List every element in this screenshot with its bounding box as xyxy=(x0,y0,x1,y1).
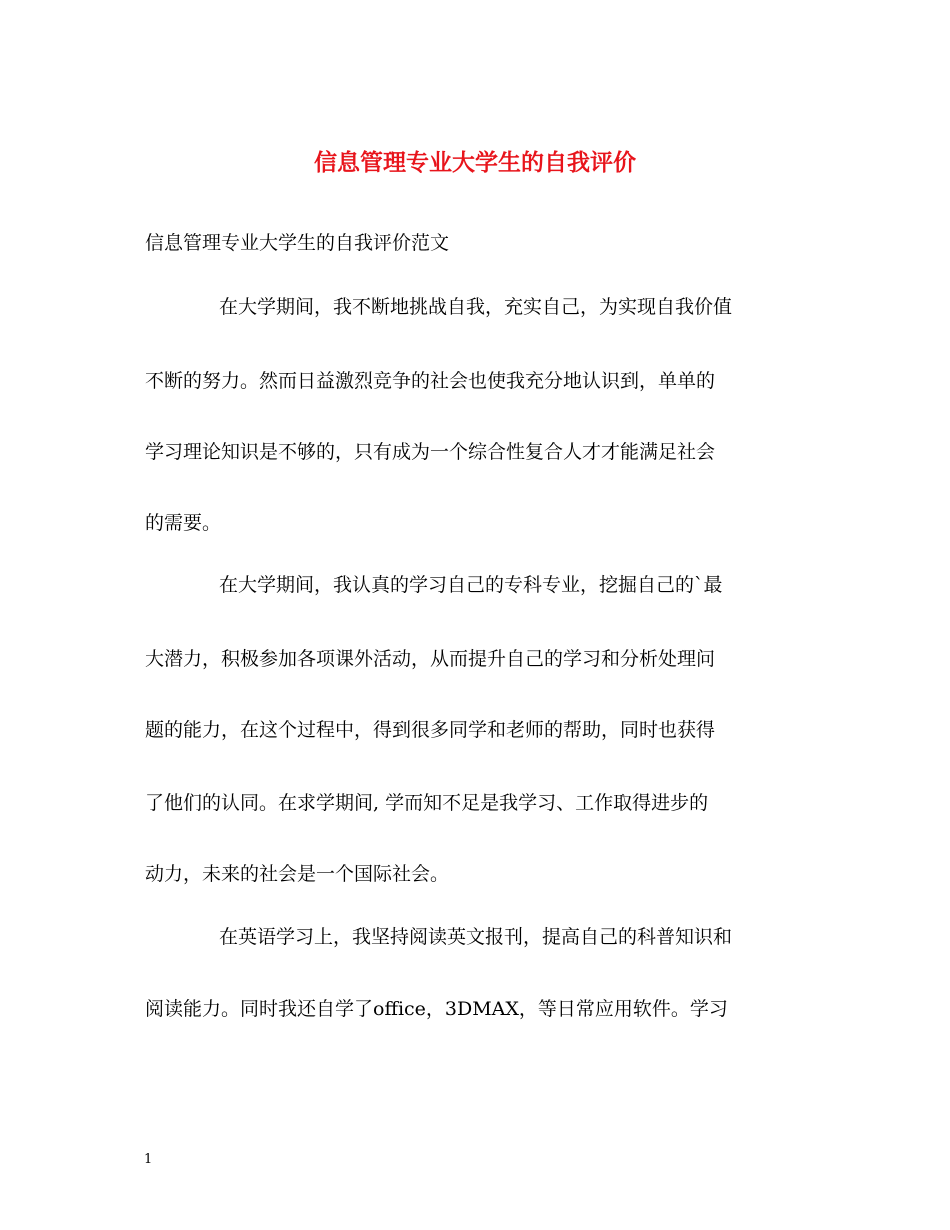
paragraph-3-line-1: 在英语学习上，我坚持阅读英文报刊，提高自己的科普知识和 xyxy=(219,926,733,948)
paragraph-3-line-2: 阅读能力。同时我还自学了office，3DMAX，等日常应用软件。学习 xyxy=(145,998,728,1020)
paragraph-2-line-5: 动力，未来的社会是一个国际社会。 xyxy=(145,863,450,885)
document-subtitle: 信息管理专业大学生的自我评价范文 xyxy=(145,232,450,254)
paragraph-1-line-2: 不断的努力。然而日益激烈竞争的社会也使我充分地认识到，单单的 xyxy=(145,370,716,392)
page-number: 1 xyxy=(144,1152,153,1167)
paragraph-1-line-1: 在大学期间，我不断地挑战自我，充实自己，为实现自我价值 xyxy=(219,296,733,318)
paragraph-2-line-4: 了他们的认同。在求学期间, 学而知不足是我学习、工作取得进步的 xyxy=(145,792,709,814)
paragraph-2-line-2: 大潜力，积极参加各项课外活动，从而提升自己的学习和分析处理问 xyxy=(145,648,716,670)
paragraph-1-line-4: 的需要。 xyxy=(145,512,222,534)
paragraph-1-line-3: 学习理论知识是不够的，只有成为一个综合性复合人才才能满足社会 xyxy=(145,441,716,463)
paragraph-2-line-3: 题的能力，在这个过程中，得到很多同学和老师的帮助，同时也获得 xyxy=(145,719,716,741)
paragraph-2-line-1: 在大学期间，我认真的学习自己的专科专业，挖掘自己的`最 xyxy=(219,574,723,596)
page-title: 信息管理专业大学生的自我评价 xyxy=(314,149,636,176)
